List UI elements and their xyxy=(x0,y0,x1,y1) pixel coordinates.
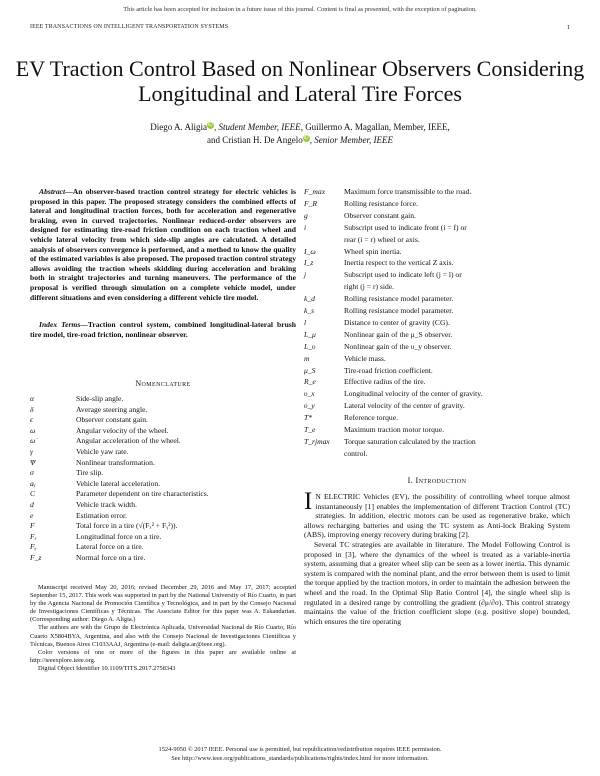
nomenclature-definition: Nonlinear gain of the μ_S observer. xyxy=(344,329,453,339)
nomenclature-entry xyxy=(30,553,296,564)
intro-paragraph-1-text: N ELECTRIC Vehicles (EV), the possibility of controlling wheel torque almost instantaneously [1] enables the implementation of different Traction Control (TC) strategies. In addition, electric motors can be used as regenerative brake, which allows recharging batteries and using the TC system as Anti-lock Braking System (ABS), improving energy recovery during braking [2]. xyxy=(304,492,570,540)
nomenclature-entry xyxy=(30,394,296,405)
nomenclature-symbol: L_μ xyxy=(304,329,316,339)
nomenclature-entry xyxy=(30,511,296,522)
nomenclature-entry xyxy=(304,330,570,342)
nomenclature-symbol: g xyxy=(304,210,308,220)
nomenclature-entry xyxy=(304,235,570,247)
nomenclature-entry xyxy=(30,447,296,458)
copyright-notice xyxy=(0,745,600,763)
nomenclature-entry xyxy=(304,401,570,413)
nomenclature-entry xyxy=(304,270,570,282)
footnote-color: Color versions of one or more of the figures in this paper are available online at http://ieeexplore.ieee.org. xyxy=(30,648,296,664)
author-3-name: and Cristian H. De Angelo xyxy=(207,135,303,145)
nomenclature-definition: Inertia respect to the vertical Z axis. xyxy=(344,258,454,268)
intro-paragraph-2: Several TC strategies are available in literature. The Model Following Control is proposed in [3], where the dynamics of the wheel is treated as a variable-inertia system, assuming that a greater wheel slip can be seen as a lower inertia. This dynamic system is compared with the nominal plant, and the error between them is used to limit the torque applied by the traction motors, in order to maintain the adhesion between the wheel and the road. In the Optimal Slip Ratio Control [4], the single wheel slip is regulated in a desired range by controlling the gradient (∂μ/∂σ). This control strategy maintains the value of the friction coefficient slope (e.g. positive slope) bounded, which ensures the tire operating xyxy=(304,539,570,626)
nomenclature-definition: Subscript used to indicate front (i = f) or xyxy=(344,222,467,232)
nomenclature-entry xyxy=(304,437,570,449)
nomenclature-entry xyxy=(304,366,570,378)
nomenclature-definition: Subscript used to indicate left (j = l) or xyxy=(344,270,462,280)
introduction-body xyxy=(304,488,570,626)
nomenclature-definition: rear (i = r) wheel or axis. xyxy=(344,234,420,244)
author-1-name: Diego A. Aligia xyxy=(150,122,207,132)
nomenclature-entry xyxy=(304,294,570,306)
nomenclature-symbol: T_e xyxy=(304,425,316,434)
index-terms xyxy=(30,320,296,339)
nomenclature-symbol: e xyxy=(30,510,34,520)
nomenclature-symbol: Fₓ xyxy=(30,531,37,541)
nomenclature-symbol: l xyxy=(304,317,307,327)
nomenclature-symbol: F_R xyxy=(304,198,318,208)
nomenclature-definition: Average steering angle. xyxy=(76,404,148,414)
nomenclature-definition: Estimation error. xyxy=(76,510,128,520)
nomenclature-symbol: R_e xyxy=(304,377,316,387)
nomenclature-definition: Vehicle track width. xyxy=(76,500,137,509)
nomenclature-definition: Normal force on a tire. xyxy=(76,553,146,562)
nomenclature-entry xyxy=(304,282,570,294)
copyright-line-1: 1524-9050 © 2017 IEEE. Personal use is permitted, but republication/redistribution requires IEEE permission. xyxy=(158,746,442,753)
nomenclature-definition: Parameter dependent on tire characteristics. xyxy=(76,489,209,499)
nomenclature-symbol: T* xyxy=(304,413,313,423)
nomenclature-symbol: υ_y xyxy=(304,401,315,411)
nomenclature-definition: Longitudinal velocity of the center of gravity. xyxy=(344,389,483,399)
nomenclature-entry xyxy=(304,199,570,211)
nomenclature-definition: Nonlinear gain of the υ_y observer. xyxy=(344,341,452,351)
footnote-affiliation: The authors are with the Grupo de Electrónica Aplicada, Universidad Nacional de Río Cuarto, Río Cuarto X5804BYA, Argentina, and also with the Consejo Nacional de Investigaciones Científicas y Técnicas, Buenos Aires C1033AAJ, Argentina (e-mail: daligia.ar@ieee.org). xyxy=(30,624,296,648)
nomenclature-definition: Vehicle lateral acceleration. xyxy=(76,478,161,488)
page-number: 1 xyxy=(566,24,570,31)
nomenclature-entry xyxy=(30,532,296,543)
nomenclature-entry xyxy=(304,258,570,270)
nomenclature-symbol: α xyxy=(30,394,34,403)
nomenclature-definition: Longitudinal force on a tire. xyxy=(76,531,162,541)
index-terms-text: —Traction control system, combined longitudinal-lateral brush tire model, tire-road friction, nonlinear observer. xyxy=(30,320,296,339)
nomenclature-symbol: k_d xyxy=(304,294,315,304)
running-head: IEEE TRANSACTIONS ON INTELLIGENT TRANSPORTATION SYSTEMS xyxy=(30,24,229,30)
nomenclature-entry xyxy=(304,318,570,330)
nomenclature-symbol: Ψ xyxy=(30,457,36,467)
author-list xyxy=(0,121,600,147)
nomenclature-symbol: υ_x xyxy=(304,389,315,399)
nomenclature-symbol: σ xyxy=(30,468,34,478)
nomenclature-symbol: γ xyxy=(30,447,33,456)
intro-paragraph-1 xyxy=(304,488,570,540)
nomenclature-entry xyxy=(30,426,296,437)
paper-title: EV Traction Control Based on Nonlinear Observers Considering Longitudinal and Lateral Tire Forces xyxy=(15,56,585,106)
nomenclature-entry xyxy=(304,389,570,401)
nomenclature-symbol: aᵧ xyxy=(30,478,36,488)
nomenclature-definition: Observer constant gain. xyxy=(76,415,148,425)
nomenclature-definition: Vehicle yaw rate. xyxy=(76,447,129,456)
nomenclature-entry xyxy=(30,542,296,553)
nomenclature-definition: Maximum force transmissible to the road. xyxy=(344,187,472,196)
nomenclature-definition: Total force in a tire (√(Fₓ² + Fᵧ²)). xyxy=(76,521,178,531)
nomenclature-symbol: Fᵧ xyxy=(30,542,37,552)
abstract-label: Abstract xyxy=(39,187,66,196)
abstract-text: —An observer-based traction control strategy for electric vehicles is proposed in this paper. The proposed strategy considers the combined effects of lateral and longitudinal traction forces, both for acceleration and regenerative braking, even in curved trajectories. Nonlinear reduced-order observers are designed for estimating tire-road friction condition on each traction wheel and vehicle lateral velocity from which side-slip angles are calculated. A detailed analysis of observers convergence is performed, and a method to know the quality of the estimated variables is also proposed. The proposed traction control strategy allows avoiding the traction wheels skidding during acceleration and braking both in straight trajectories and turning maneuvers. The performance of the proposal is verified through simulation on a complete vehicle model, under different situations and even considering a different vehicle tire model. xyxy=(30,187,296,302)
nomenclature-definition: Tire slip. xyxy=(76,468,104,478)
nomenclature-definition: Nonlinear transformation. xyxy=(76,457,155,467)
nomenclature-entry xyxy=(30,521,296,532)
footnote xyxy=(30,584,296,673)
nomenclature-definition: Angular acceleration of the wheel. xyxy=(76,436,181,446)
orcid-icon[interactable]: iD xyxy=(303,135,309,141)
nomenclature-definition: Lateral force on a tire. xyxy=(76,542,144,552)
nomenclature-definition: Rolling resistance force. xyxy=(344,198,419,208)
nomenclature-definition: Reference torque. xyxy=(344,413,398,423)
nomenclature-entry xyxy=(30,436,296,447)
author-1-role: , Student Member, IEEE xyxy=(213,122,301,132)
nomenclature-entry xyxy=(304,211,570,223)
nomenclature-entry xyxy=(30,468,296,479)
copyright-line-2: See http://www.ieee.org/publications_standards/publications/rights/index.html for more information. xyxy=(171,755,429,762)
nomenclature-symbol: δ xyxy=(30,404,34,414)
nomenclature-right-list xyxy=(304,187,570,462)
nomenclature-entry xyxy=(304,354,570,366)
nomenclature-definition: Torque saturation calculated by the traction xyxy=(344,436,476,446)
nomenclature-symbol: j xyxy=(304,270,307,280)
nomenclature-symbol: L_υ xyxy=(304,341,316,351)
nomenclature-entry xyxy=(30,405,296,416)
author-2: , Guillermo A. Magallan, Member, IEEE, xyxy=(300,122,450,132)
nomenclature-definition: Wheel spin inertia. xyxy=(344,246,402,256)
nomenclature-symbol: k_s xyxy=(304,306,315,315)
nomenclature-symbol: ω xyxy=(30,425,36,435)
abstract xyxy=(30,187,296,302)
nomenclature-entry xyxy=(304,342,570,354)
nomenclature-definition: Lateral velocity of the center of gravity. xyxy=(344,401,465,411)
nomenclature-entry xyxy=(304,223,570,235)
nomenclature-entry xyxy=(304,247,570,259)
acceptance-notice: This article has been accepted for inclusion in a future issue of this journal. Content is final as presented, with the exception of pagination. xyxy=(123,6,477,13)
nomenclature-symbol: F_max xyxy=(304,187,326,196)
nomenclature-symbol: I_z xyxy=(304,258,314,268)
nomenclature-definition: right (j = r) side. xyxy=(344,282,395,292)
footnote-manuscript: Manuscript received May 20, 2016; revised December 29, 2016 and May 17, 2017; accepted September 15, 2017. This work was supported in part by the National University of Río Cuarto, in part by the Agencia Nacional de Promoción Científica y Tecnológica, and in part by the Consejo Nacional de Investigaciones Científicas y Técnicas. The Associate Editor for this paper was A. Eskandarian. (Corresponding author: Diego A. Aligia.) xyxy=(30,584,296,624)
nomenclature-definition: Maximum traction motor torque. xyxy=(344,425,444,434)
nomenclature-symbol: T_rjmax xyxy=(304,436,330,446)
nomenclature-left-list xyxy=(30,394,296,564)
drop-cap: I xyxy=(304,488,313,515)
nomenclature-definition: Rolling resistance model parameter. xyxy=(344,294,454,304)
nomenclature-symbol: i xyxy=(304,222,307,232)
nomenclature-definition: Angular velocity of the wheel. xyxy=(76,425,169,435)
nomenclature-definition: Effective radius of the tire. xyxy=(344,377,426,387)
nomenclature-symbol: m xyxy=(304,353,310,363)
nomenclature-symbol: I_ω xyxy=(304,246,316,256)
nomenclature-symbol: F_z xyxy=(30,553,42,562)
orcid-icon[interactable]: iD xyxy=(208,122,213,128)
nomenclature-symbol: ω̇ xyxy=(30,436,36,446)
nomenclature-entry xyxy=(30,458,296,469)
nomenclature-definition: Observer constant gain. xyxy=(344,210,416,220)
nomenclature-entry xyxy=(304,377,570,389)
nomenclature-entry xyxy=(30,500,296,511)
nomenclature-entry xyxy=(30,479,296,490)
nomenclature-entry xyxy=(304,306,570,318)
nomenclature-entry xyxy=(304,449,570,461)
nomenclature-entry xyxy=(30,489,296,500)
nomenclature-definition: Distance to center of gravity (CG). xyxy=(344,317,450,327)
nomenclature-heading: Nomenclature xyxy=(135,379,191,388)
footnote-doi: Digital Object Identifier 10.1109/TITS.2017.2758343 xyxy=(38,664,176,672)
nomenclature-entry xyxy=(30,415,296,426)
nomenclature-entry xyxy=(304,413,570,425)
introduction-heading: I. Introduction xyxy=(407,476,467,485)
nomenclature-definition: Rolling resistance model parameter. xyxy=(344,306,454,315)
nomenclature-symbol: C xyxy=(30,489,36,499)
nomenclature-definition: Side-slip angle. xyxy=(76,394,124,403)
nomenclature-definition: control. xyxy=(344,448,368,458)
nomenclature-definition: Vehicle mass. xyxy=(344,353,386,363)
nomenclature-symbol: F xyxy=(30,521,35,531)
index-terms-label: Index Terms xyxy=(39,320,81,329)
author-3-role: , Senior Member, IEEE xyxy=(309,135,393,145)
nomenclature-symbol: μ_S xyxy=(304,365,316,375)
nomenclature-definition: Tire-road friction coefficient. xyxy=(344,365,433,375)
nomenclature-symbol: ϵ xyxy=(30,415,34,425)
nomenclature-entry xyxy=(304,187,570,199)
nomenclature-entry xyxy=(304,425,570,437)
nomenclature-symbol: d xyxy=(30,500,34,509)
